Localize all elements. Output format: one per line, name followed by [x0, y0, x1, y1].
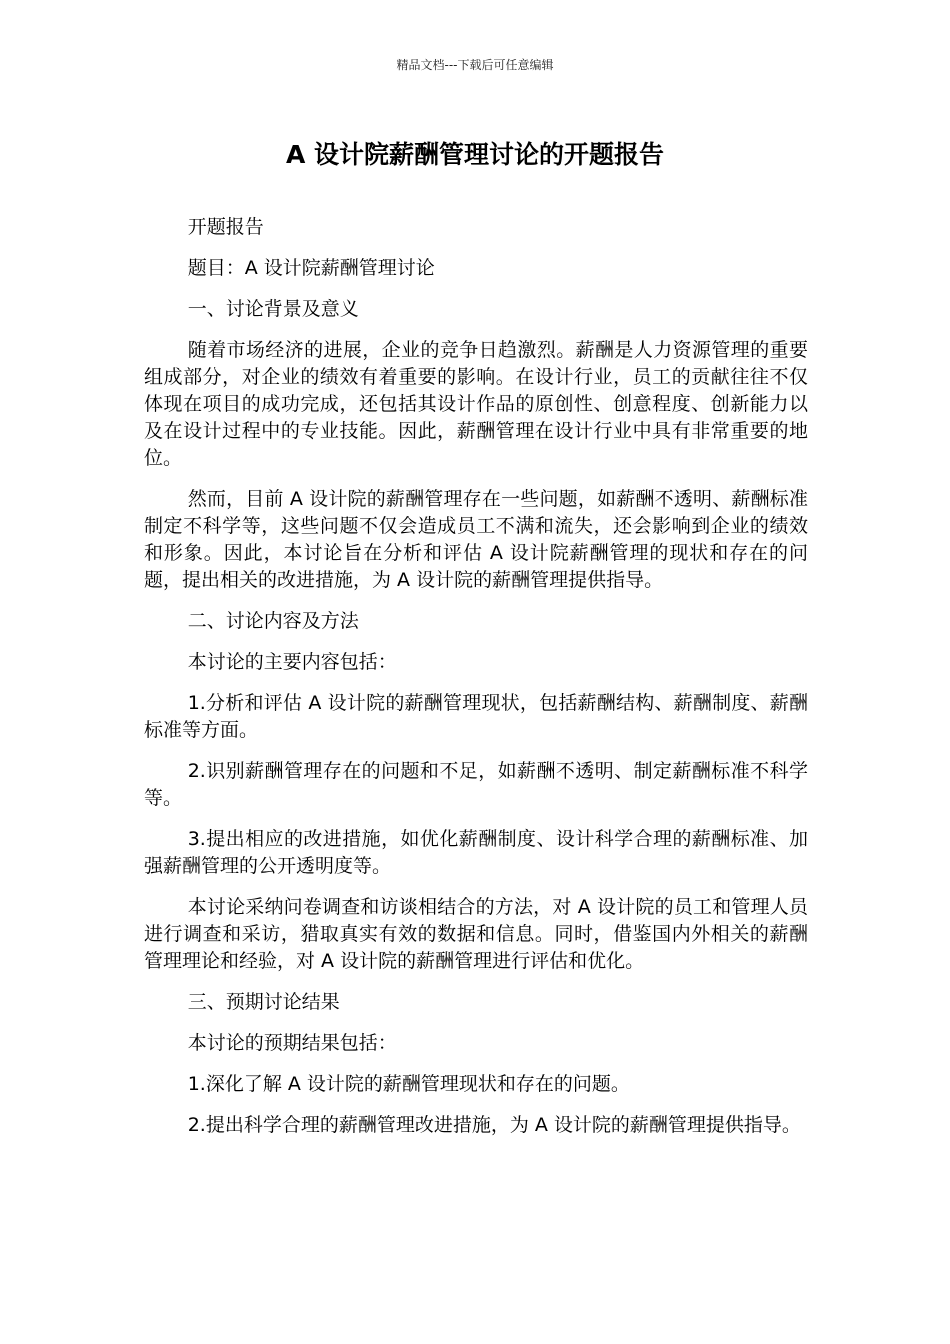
section-heading-content-method: 二、讨论内容及方法 [187, 610, 359, 632]
body-paragraph: 本讨论采纳问卷调查和访谈相结合的方法，对 A 设计院的员工和管理人员进行调查和采访，猎取真实有效的数据和信息。同时，借鉴国内外相关的薪酬管理理论和经验，对 A 设计院的薪酬管理进行评估和优化。 [144, 896, 808, 972]
list-item: 1.深化了解 A 设计院的薪酬管理现状和存在的问题。 [187, 1073, 630, 1095]
section-heading-expected-results: 三、预期讨论结果 [187, 991, 340, 1013]
page-header-note: 精品文档---下载后可任意编辑 [396, 58, 554, 72]
list-item: 2.识别薪酬管理存在的问题和不足，如薪酬不透明、制定薪酬标准不科学等。 [144, 760, 808, 809]
document-title: A 设计院薪酬管理讨论的开题报告 [285, 140, 665, 169]
document-body [144, 214, 808, 1153]
section-heading-background: 一、讨论背景及意义 [187, 298, 359, 320]
section-label-report: 开题报告 [187, 216, 264, 238]
body-paragraph: 然而，目前 A 设计院的薪酬管理存在一些问题，如薪酬不透明、薪酬标准制定不科学等，这些问题不仅会造成员工不满和流失，还会影响到企业的绩效和形象。因此，本讨论旨在分析和评估 A 设计院薪酬管理的现状和存在的问题，提出相关的改进措施，为 A 设计院的薪酬管理提供指导。 [144, 488, 808, 591]
body-paragraph: 本讨论的主要内容包括： [187, 651, 397, 673]
topic-line: 题目：A 设计院薪酬管理讨论 [187, 257, 435, 279]
list-item: 2.提出科学合理的薪酬管理改进措施，为 A 设计院的薪酬管理提供指导。 [187, 1114, 801, 1136]
body-paragraph: 本讨论的预期结果包括： [187, 1032, 397, 1054]
list-item: 1.分析和评估 A 设计院的薪酬管理现状，包括薪酬结构、薪酬制度、薪酬标准等方面。 [144, 692, 808, 741]
body-paragraph: 随着市场经济的进展，企业的竞争日趋激烈。薪酬是人力资源管理的重要组成部分，对企业的绩效有着重要的影响。在设计行业，员工的贡献往往不仅体现在项目的成功完成，还包括其设计作品的原创性、创意程度、创新能力以及在设计过程中的专业技能。因此，薪酬管理在设计行业中具有非常重要的地位。 [144, 339, 808, 469]
list-item: 3.提出相应的改进措施，如优化薪酬制度、设计科学合理的薪酬标准、加强薪酬管理的公开透明度等。 [144, 828, 808, 877]
